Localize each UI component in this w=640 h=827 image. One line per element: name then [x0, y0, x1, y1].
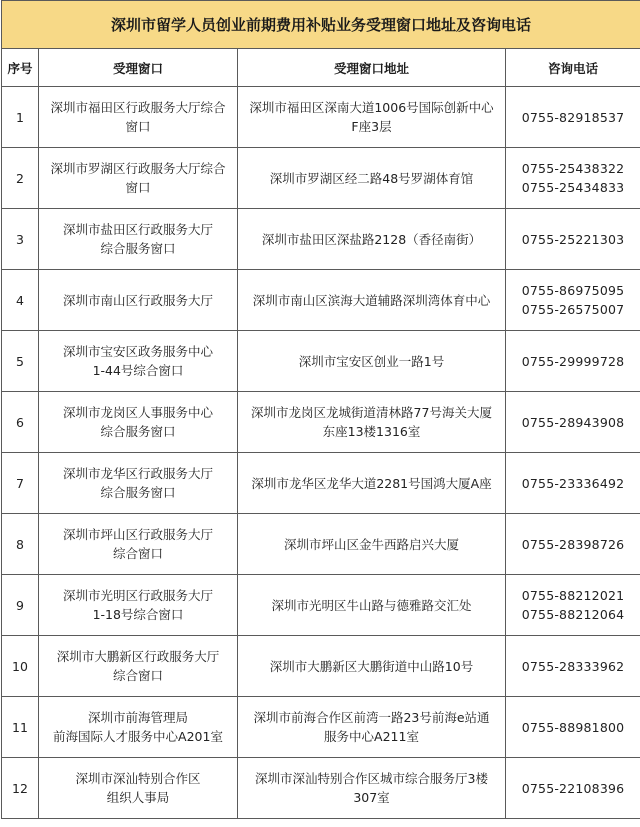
- row-address-cell: [238, 758, 506, 819]
- phone-text-line: 0755-25221303: [521, 231, 625, 247]
- row-window-cell: [39, 758, 238, 819]
- phone-text-line: 0755-88212021: [521, 588, 625, 603]
- phone-text-line: 0755-28943908: [521, 414, 625, 430]
- window-text-line: 组织人事局: [106, 790, 170, 805]
- window-text-line: 深圳市宝安区政务服务中心: [62, 344, 213, 359]
- address-text-line: 深圳市光明区牛山路与德雅路交汇处: [271, 597, 472, 613]
- row-phone-cell: [506, 758, 640, 819]
- row-window-cell: [39, 697, 238, 758]
- row-index-cell: 9: [2, 575, 39, 636]
- window-text-line: 综合窗口: [112, 668, 163, 683]
- address-text-line: 深圳市龙华区龙华大道2281号国鸿大厦A座: [251, 475, 492, 491]
- window-text-line: 前海国际人才服务中心A201室: [53, 729, 223, 744]
- row-phone-cell: [506, 87, 640, 148]
- window-text-line: 深圳市大鹏新区行政服务大厅: [56, 649, 220, 664]
- row-address-cell: [238, 87, 506, 148]
- phone-text-line: 0755-88212064: [521, 607, 625, 622]
- address-text-line: 东座13楼1316室: [322, 424, 421, 439]
- window-text-line: 综合窗口: [112, 546, 163, 561]
- row-address-cell: [238, 636, 506, 697]
- row-phone-cell: [506, 453, 640, 514]
- phone-text-line: 0755-22108396: [521, 780, 625, 796]
- row-window-cell: [39, 575, 238, 636]
- window-text-line: 深圳市龙华区行政服务大厅: [62, 466, 213, 481]
- table-row: [2, 453, 640, 514]
- row-phone-cell: [506, 148, 640, 209]
- row-address-cell: [238, 514, 506, 575]
- header-address: 受理窗口地址: [238, 49, 506, 87]
- row-address-cell: [238, 392, 506, 453]
- header-row: [2, 49, 640, 87]
- window-text-line: 1-44号综合窗口: [92, 363, 184, 378]
- phone-text-line: 0755-26575007: [521, 302, 625, 317]
- address-text-line: F座3层: [351, 119, 392, 134]
- address-text-line: 深圳市福田区深南大道1006号国际创新中心: [249, 100, 494, 115]
- phone-text-line: 0755-88981800: [521, 719, 625, 735]
- phone-text-line: 0755-86975095: [521, 283, 625, 298]
- header-index: 序号: [2, 49, 39, 87]
- address-text-line: 深圳市盐田区深盐路2128（香径南街）: [261, 231, 482, 247]
- table-title: 深圳市留学人员创业前期费用补贴业务受理窗口地址及咨询电话: [2, 1, 640, 49]
- window-text-line: 深圳市南山区行政服务大厅: [62, 292, 213, 308]
- table-row: [2, 331, 640, 392]
- row-index-cell: 5: [2, 331, 39, 392]
- address-text-line: 深圳市坪山区金牛西路启兴大厦: [283, 536, 459, 552]
- window-text-line: 深圳市坪山区行政服务大厅: [62, 527, 213, 542]
- row-index-cell: 8: [2, 514, 39, 575]
- table-body: [2, 87, 640, 819]
- title-row: [2, 1, 640, 49]
- window-text-line: 窗口: [125, 119, 151, 134]
- address-text-line: 深圳市大鹏新区大鹏街道中山路10号: [269, 658, 474, 674]
- window-text-line: 深圳市光明区行政服务大厅: [62, 588, 213, 603]
- header-window: 受理窗口: [39, 49, 238, 87]
- row-window-cell: [39, 87, 238, 148]
- header-phone: 咨询电话: [506, 49, 640, 87]
- row-index-cell: 7: [2, 453, 39, 514]
- address-text-line: 深圳市宝安区创业一路1号: [298, 353, 445, 369]
- table-row: [2, 148, 640, 209]
- table-row: [2, 270, 640, 331]
- row-index-cell: 2: [2, 148, 39, 209]
- window-text-line: 1-18号综合窗口: [92, 607, 184, 622]
- phone-text-line: 0755-28398726: [521, 536, 625, 552]
- window-text-line: 综合服务窗口: [100, 241, 176, 256]
- address-text-line: 深圳市深汕特别合作区城市综合服务厅3楼: [255, 771, 488, 786]
- table-row: [2, 392, 640, 453]
- table-row: [2, 87, 640, 148]
- table-row: [2, 209, 640, 270]
- address-text-line: 深圳市前海合作区前湾一路23号前海e站通: [253, 710, 490, 725]
- table-row: [2, 514, 640, 575]
- address-text-line: 深圳市南山区滨海大道辅路深圳湾体育中心: [252, 292, 491, 308]
- row-phone-cell: [506, 331, 640, 392]
- phone-text-line: 0755-28333962: [521, 658, 625, 674]
- table-row: [2, 697, 640, 758]
- row-phone-cell: [506, 575, 640, 636]
- row-index-cell: 11: [2, 697, 39, 758]
- address-text-line: 服务中心A211室: [324, 729, 419, 744]
- row-phone-cell: [506, 514, 640, 575]
- phone-text-line: 0755-25438322: [521, 161, 625, 176]
- row-window-cell: [39, 514, 238, 575]
- address-text-line: 深圳市龙岗区龙城街道清林路77号海关大厦: [251, 405, 492, 420]
- row-index-cell: 3: [2, 209, 39, 270]
- row-window-cell: [39, 392, 238, 453]
- row-phone-cell: [506, 636, 640, 697]
- row-address-cell: [238, 575, 506, 636]
- row-address-cell: [238, 270, 506, 331]
- table-row: [2, 758, 640, 819]
- phone-text-line: 0755-23336492: [521, 475, 625, 491]
- row-window-cell: [39, 270, 238, 331]
- address-text-line: 深圳市罗湖区经二路48号罗湖体育馆: [269, 170, 474, 186]
- row-index-cell: 1: [2, 87, 39, 148]
- row-index-cell: 6: [2, 392, 39, 453]
- window-text-line: 深圳市盐田区行政服务大厅: [62, 222, 213, 237]
- table-row: [2, 575, 640, 636]
- row-phone-cell: [506, 209, 640, 270]
- row-address-cell: [238, 453, 506, 514]
- window-address-table: [1, 0, 640, 819]
- row-address-cell: [238, 331, 506, 392]
- row-address-cell: [238, 209, 506, 270]
- phone-text-line: 0755-82918537: [521, 109, 625, 125]
- row-address-cell: [238, 148, 506, 209]
- window-text-line: 深圳市罗湖区行政服务大厅综合: [50, 161, 226, 176]
- window-text-line: 深圳市龙岗区人事服务中心: [62, 405, 213, 420]
- window-text-line: 窗口: [125, 180, 151, 195]
- window-text-line: 综合服务窗口: [100, 424, 176, 439]
- row-index-cell: 12: [2, 758, 39, 819]
- row-index-cell: 10: [2, 636, 39, 697]
- window-text-line: 深圳市前海管理局: [87, 710, 188, 725]
- row-phone-cell: [506, 697, 640, 758]
- window-text-line: 综合服务窗口: [100, 485, 176, 500]
- address-text-line: 307室: [353, 790, 390, 805]
- row-address-cell: [238, 697, 506, 758]
- row-window-cell: [39, 331, 238, 392]
- row-window-cell: [39, 453, 238, 514]
- row-index-cell: 4: [2, 270, 39, 331]
- row-phone-cell: [506, 270, 640, 331]
- window-text-line: 深圳市福田区行政服务大厅综合: [50, 100, 226, 115]
- row-window-cell: [39, 148, 238, 209]
- row-window-cell: [39, 209, 238, 270]
- phone-text-line: 0755-29999728: [521, 353, 625, 369]
- row-phone-cell: [506, 392, 640, 453]
- phone-text-line: 0755-25434833: [521, 180, 625, 195]
- table-row: [2, 636, 640, 697]
- window-text-line: 深圳市深汕特别合作区: [75, 771, 201, 786]
- row-window-cell: [39, 636, 238, 697]
